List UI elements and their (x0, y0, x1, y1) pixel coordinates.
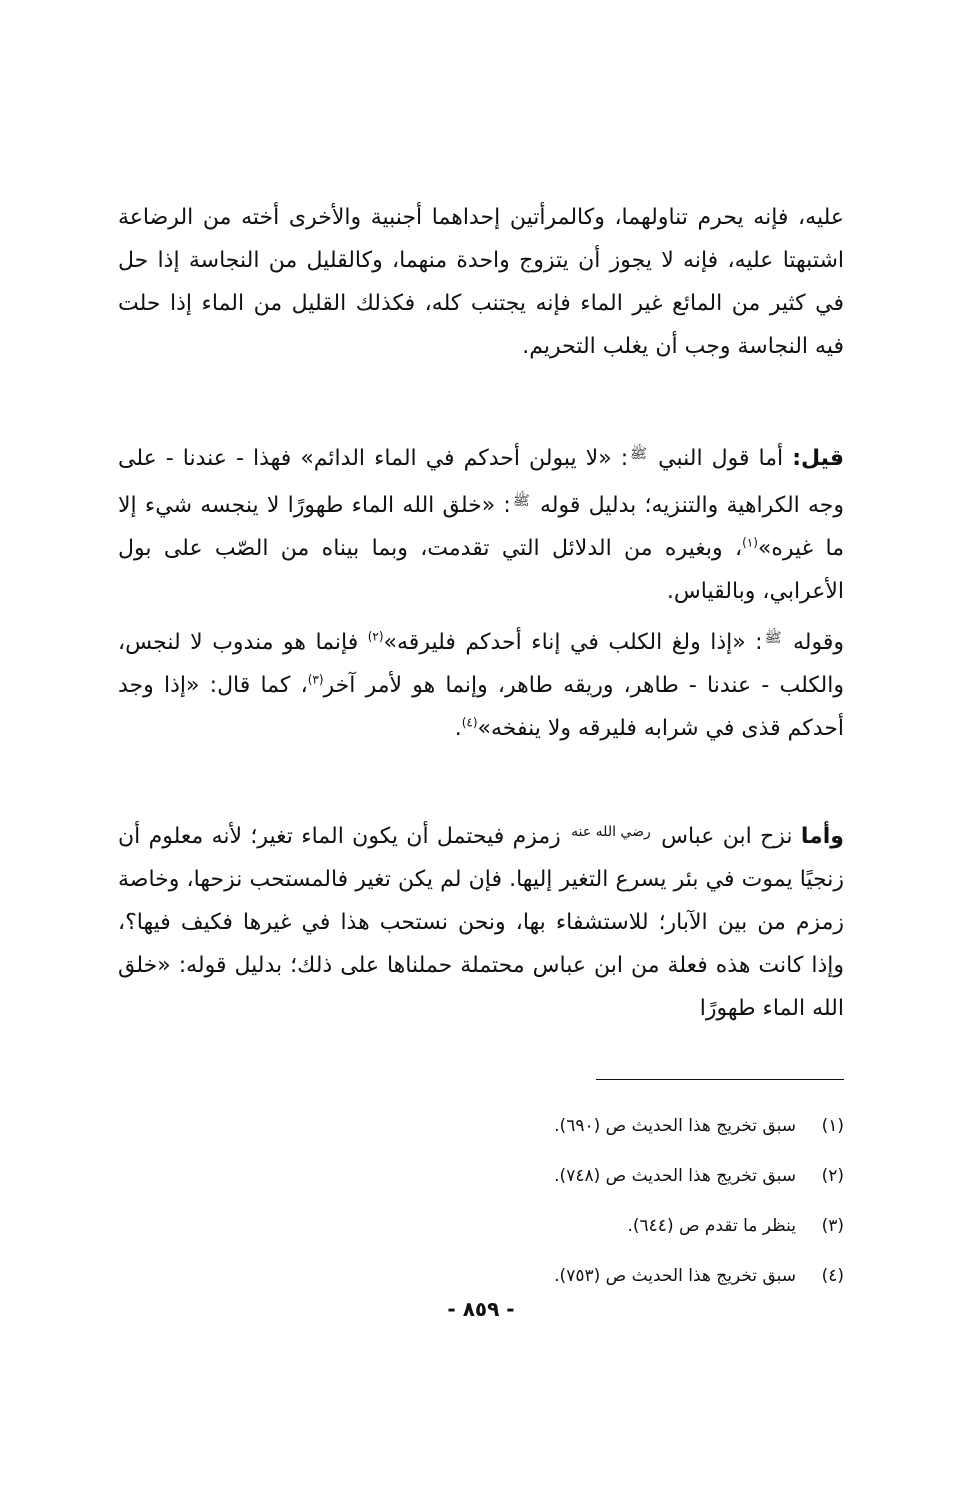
paragraph-3-part-4: ، كما قال: «إذا وجد أحدكم قذى في شرابه فليرقه ولا ينفخه» (118, 673, 844, 741)
paragraph-3-part-1: وقوله (783, 630, 845, 655)
footnote-ref-3[interactable]: (٣) (307, 672, 324, 687)
salutation-mark: ﷺ (630, 446, 648, 462)
footnote-number: (٤) (821, 1266, 844, 1286)
footnote-number: (٢) (821, 1166, 844, 1186)
paragraph-2-lead: قيل: (792, 446, 845, 471)
footnote-1 (244, 1116, 844, 1137)
salutation-mark: ﷺ (512, 493, 530, 509)
paragraph-3-part-5: . (454, 716, 462, 741)
footnote-text: سبق تخريج هذا الحديث ص (٧٥٣). (554, 1266, 796, 1286)
salutation-mark: ﷺ (764, 630, 782, 646)
paragraph-3 (118, 617, 844, 750)
honorific-mark: رضي الله عنه (571, 824, 651, 840)
footnote-4 (244, 1266, 844, 1287)
footnote-ref-2[interactable]: (٢) (367, 629, 384, 644)
footnotes-list (244, 1116, 844, 1316)
page-number: - ٨٥٩ - (447, 1297, 515, 1321)
paragraph-1 (118, 196, 844, 368)
paragraph-4-part-2: زمزم فيحتمل أن يكون الماء تغير؛ لأنه معلوم أن زنجيًا يموت في بئر يسرع التغير إليها. فإن لم يكن تغير فالمستحب نزحها، وخاصة زمزم من بين الآبار؛ للاستشفاء بها، ونحن نستحب هذا في غيرها فكيف فيها؟، وإذا كانت هذه فعلة من ابن عباس محتملة حملناها على ذلك؛ بدليل قوله: «خلق الله الماء طهورًا (118, 824, 844, 1021)
paragraph-4 (118, 811, 844, 1030)
paragraph-4-lead: وأما (800, 824, 844, 849)
footnote-text: سبق تخريج هذا الحديث ص (٦٩٠). (554, 1116, 796, 1136)
footnote-ref-4[interactable]: (٤) (461, 715, 478, 730)
paragraph-2 (118, 433, 844, 613)
footnote-2 (244, 1166, 844, 1187)
paragraph-2-part-3: : «خلق الله الماء طهورًا لا ينجسه شيء إلا ما غيره» (118, 493, 845, 561)
paragraph-4-part-1: نزح ابن عباس (652, 824, 801, 849)
paragraph-2-part-2: : «لا يبولن أحدكم في الماء الدائم» فهذا - عندنا - على وجه الكراهية والتنزيه؛ بدليل قوله (118, 446, 845, 518)
paragraph-3-part-2: : «إذا ولغ الكلب في إناء أحدكم فليرقه» (383, 630, 763, 655)
footnote-ref-1[interactable]: (١) (742, 535, 758, 550)
paragraph-2-part-4: ، وبغيره من الدلائل التي تقدمت، وبما بيناه من الصّب على بول الأعرابي، وبالقياس. (118, 536, 844, 604)
footnote-divider (596, 1079, 844, 1080)
footnote-number: (٣) (821, 1216, 844, 1236)
footnote-number: (١) (821, 1116, 844, 1136)
footnote-3 (244, 1216, 844, 1237)
paragraph-3-text (118, 617, 844, 750)
footnote-text: سبق تخريج هذا الحديث ص (٧٤٨). (554, 1166, 796, 1186)
paragraph-3-part-3: فإنما هو مندوب لا لنجس، والكلب - عندنا - طاهر، وريقه طاهر، وإنما هو لأمر آخر (118, 630, 844, 698)
paragraph-4-text (118, 811, 844, 1030)
paragraph-1-text: عليه، فإنه يحرم تناولهما، وكالمرأتين إحداهما أجنبية والأخرى أخته من الرضاعة اشتبهتا عليه، فإنه لا يجوز أن يتزوج واحدة منهما، وكالقليل من النجاسة إذا حل في كثير من المائع غير الماء فإنه يجتنب كله، فكذلك القليل من الماء إذا حلت فيه النجاسة وجب أن يغلب التحريم. (118, 205, 844, 359)
paragraph-2-part-1: أما قول النبي (649, 446, 793, 471)
footnote-text: ينظر ما تقدم ص (٦٤٤). (627, 1216, 796, 1236)
paragraph-2-text (118, 433, 844, 613)
